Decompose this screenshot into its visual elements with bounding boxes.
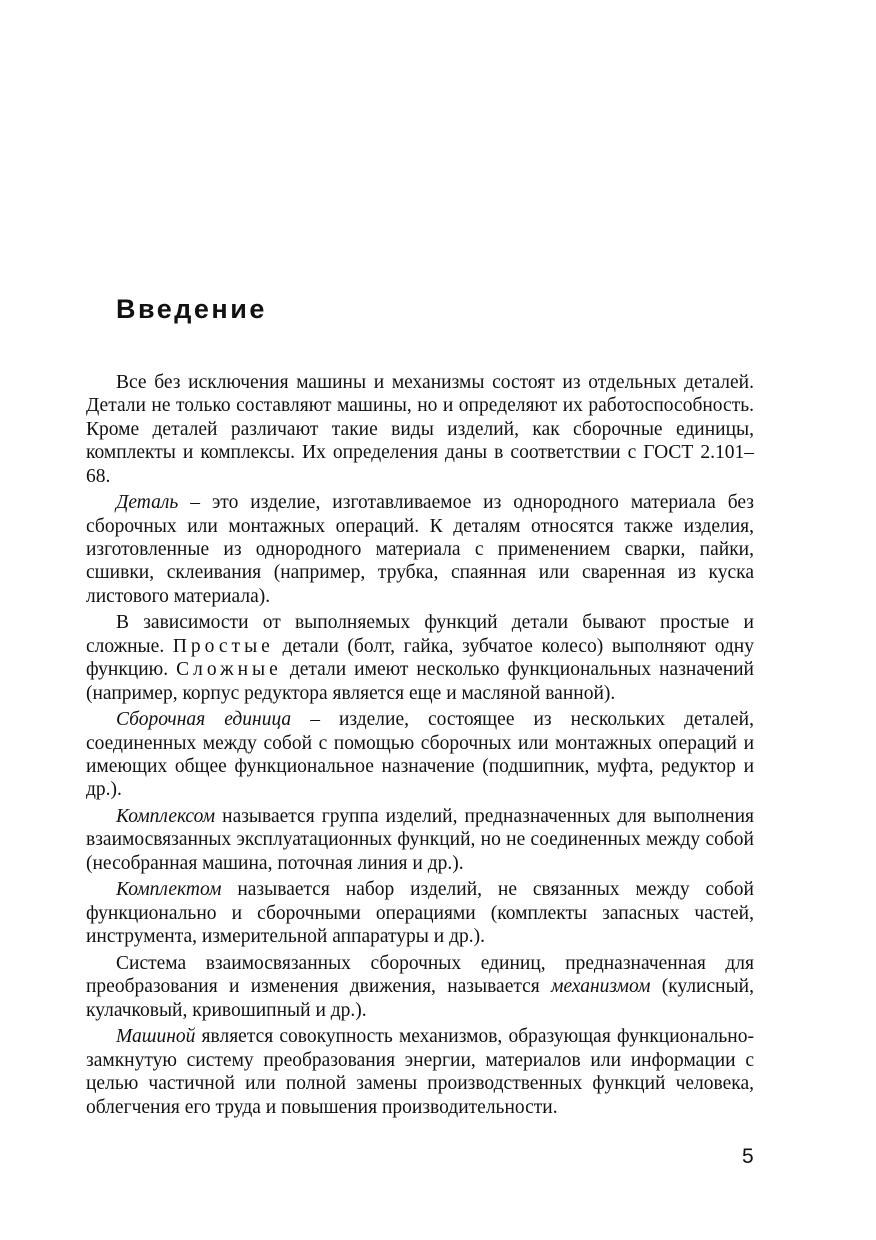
paragraph-text: является совокупность механизмов, образующая функционально-замкнутую систему преобразования энергии, материалов или информации с целью частичной или полной замены производственных функций человека, облегчения его труда и повышения производительности. [86,1026,754,1118]
paragraph-text: называется набор изделий, не связанных между собой функционально и сборочными операциями (комплекты запасных частей, инструмента, измерительной аппаратуры и др.). [86,879,754,948]
term-detail: Деталь [116,492,179,514]
paragraph-text: называется группа изделий, предназначенных для выполнения взаимосвязанных эксплуатационных функций, но не соединенных между собой (несобранная машина, поточная линия и др.). [86,806,754,874]
paragraph-mechanism [86,952,754,1022]
paragraph-text: Система взаимосвязанных сборочных единиц, предназначенная для преобразования и изменения движения, называется [86,952,754,998]
paragraph-complex [86,805,754,875]
paragraph-text: детали имеют несколько функциональных назначений (например, корпус редуктора является еще и масляной ванной). [86,659,754,704]
paragraph-machine [86,1025,754,1119]
term-complex: Сложные [176,659,282,681]
paragraph-text: В зависимости от выполняемых функций детали бывают простые и сложные. [86,612,754,657]
paragraph-text: детали (болт, гайка, зубчатое колесо) выполняют одну функцию. [86,635,754,681]
chapter-heading: Введение [116,294,267,324]
term-simple: Простые [172,635,274,657]
term-kit: Комплектом [116,879,222,901]
term-assembly-unit: Сборочная единица [116,709,292,731]
paragraph-text: – изделие, состоящее из нескольких деталей, соединенных между собой с помощью сборочных или монтажных операций и имеющих общее функциональное назначение (подшипник, муфта, редуктор и др.). [86,709,754,801]
paragraph-detail-definition [86,491,754,608]
body-text [86,371,754,1122]
paragraph-assembly-unit [86,708,754,802]
paragraph-detail-types [86,611,754,705]
paragraph-intro [86,371,754,488]
page-number: 5 [742,1145,754,1168]
term-complex-set: Комплексом [116,806,216,828]
term-machine: Машиной [116,1026,196,1048]
term-mechanism: механизмом [551,976,651,998]
paragraph-text: – это изделие, изготавливаемое из однородного материала без сборочных или монтажных операций. К деталям относятся также изделия, изготовленные из однородного материала с применением сварки, пайки, сшивки, склеивания (например, трубка, спаянная или сваренная из куска листового материала). [86,492,754,607]
paragraph-text: (кулисный, кулачковый, кривошипный и др.). [86,976,754,1021]
paragraph-kit [86,878,754,948]
paragraph-text: Все без исключения машины и механизмы состоят из отдельных деталей. Детали не только составляют машины, но и определяют их работоспособность. Кроме деталей различают такие виды изделий, как сборочные единицы, комплекты и комплексы. Их определения даны в соответствии с ГОСТ 2.101–68. [86,372,754,487]
